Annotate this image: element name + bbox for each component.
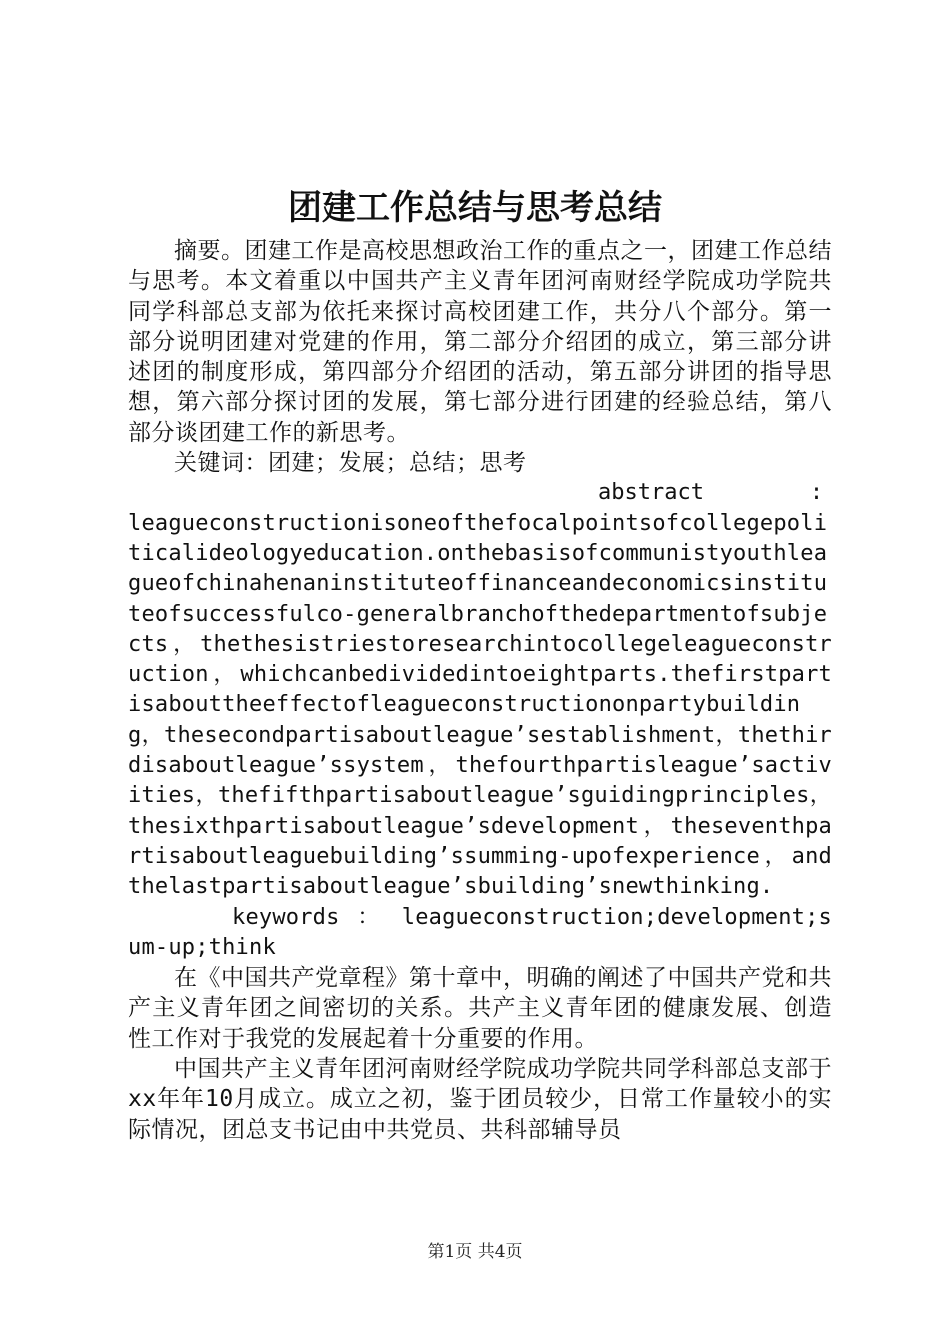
- document-title: 团建工作总结与思考总结: [288, 188, 662, 228]
- keywords-en: keywords ： leagueconstruction;development;sum-up;think: [128, 904, 832, 960]
- abstract-en: leagueconstructionisoneofthefocalpointsofcollegepoliticalideologyeducation.onthebasisofcommunistyouthleagueofchinahenaninstituteoffinanceandeconomicsinstituteofsuccessfulco-generalbranchofthedepartmentofsubjects，thethesistriestoresearchintocollegeleagueconstruction，whichcanbedividedintoeightparts.thefirstpartisabouttheeffectofleagueconstructiononpartybuilding，thesecondpartisaboutleague’sestablishment，thethirdisaboutleague’ssystem，thefourthpartisleague’sactivities，thefifthpartisaboutleague’sguidingprinciples，thesixthpartisaboutleague’sdevelopment，theseventhpartisaboutleaguebuilding’ssumming-upofexperience，andthelastpartisaboutleague’sbuilding’snewthinking.: [128, 510, 832, 900]
- page-footer: 第1页 共4页: [427, 1242, 523, 1262]
- body-paragraph-2: 中国共产主义青年团河南财经学院成功学院共同学科部总支部于xx年年10月成立。成立之初，鉴于团员较少，日常工作量较小的实际情况，团总支书记由中共党员、共科部辅导员: [128, 1056, 832, 1143]
- document-body: [128, 236, 832, 1145]
- abstract-cn: 摘要。团建工作是高校思想政治工作的重点之一，团建工作总结与思考。本文着重以中国共产主义青年团河南财经学院成功学院共同学科部总支部为依托来探讨高校团建工作，共分八个部分。第一部分说明团建对党建的作用，第二部分介绍团的成立，第三部分讲述团的制度形成，第四部分介绍团的活动，第五部分讲团的指导思想，第六部分探讨团的发展，第七部分进行团建的经验总结，第八部分谈团建工作的新思考。: [128, 238, 832, 446]
- body-paragraph-1: 在《中国共产党章程》第十章中，明确的阐述了中国共产党和共产主义青年团之间密切的关系。共产主义青年团的健康发展、创造性工作对于我党的发展起着十分重要的作用。: [128, 965, 832, 1052]
- abstract-en-label: abstract :: [598, 480, 824, 506]
- keywords-cn: 关键词：团建；发展；总结；思考: [174, 450, 527, 477]
